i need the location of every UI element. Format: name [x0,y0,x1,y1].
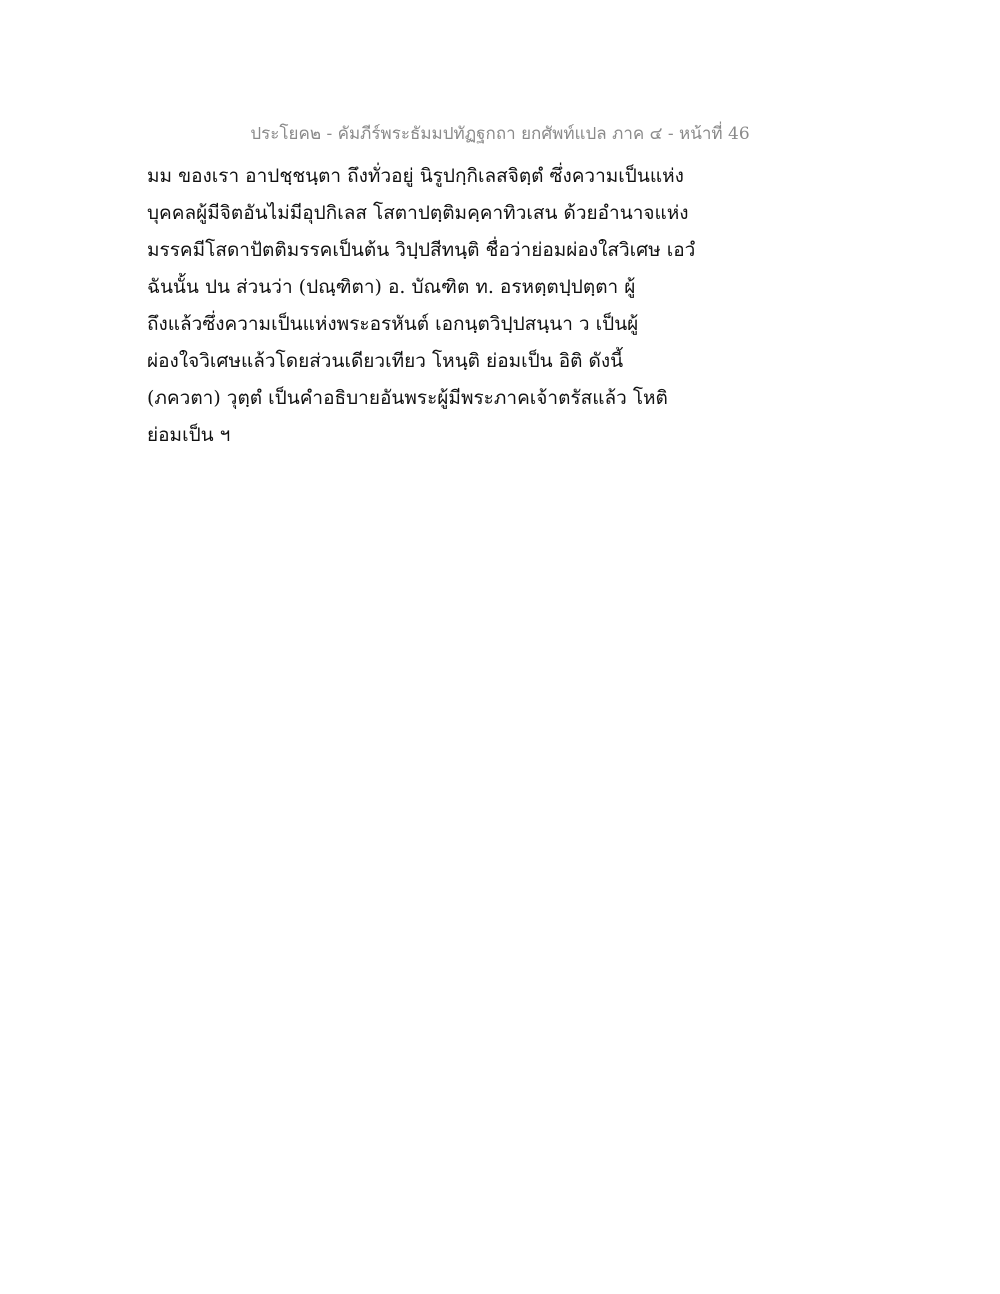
text-line-4: ฉันนั้น ปน ส่วนว่า (ปณฺฑิตา) อ. บัณฑิต ท. อรหตฺตปฺปตฺตา ผู้ [147,276,636,298]
text-line-2: บุคคลผู้มีจิตอันไม่มีอุปกิเลส โสตาปตฺติมคฺคาทิวเสน ด้วยอำนาจแห่ง [147,202,689,224]
text-line-8: ย่อมเป็น ฯ [147,424,231,446]
body-paragraph [147,158,867,454]
text-line-7: (ภควตา) วุตฺตํ เป็นคำอธิบายอันพระผู้มีพระภาคเจ้าตรัสแล้ว โหติ [147,387,668,409]
text-line-6: ผ่องใจวิเศษแล้วโดยส่วนเดียวเทียว โหนฺติ ย่อมเป็น อิติ ดังนี้ [147,350,624,372]
text-line-5: ถึงแล้วซึ่งความเป็นแห่งพระอรหันต์ เอกนฺตวิปฺปสนฺนา ว เป็นผู้ [147,313,639,335]
text-line-1: มม ของเรา อาปชฺชนฺตา ถึงทั่วอยู่ นิรูปกฺกิเลสจิตฺตํ ซึ่งความเป็นแห่ง [147,165,684,187]
running-header: ประโยค๒ - คัมภีร์พระธัมมปทัฏฐกถา ยกศัพท์แปล ภาค ๔ - หน้าที่ 46 [250,124,750,144]
text-line-3: มรรคมีโสดาปัตติมรรคเป็นต้น วิปฺปสีทนฺติ ชื่อว่าย่อมผ่องใสวิเศษ เอวํ [147,239,696,261]
